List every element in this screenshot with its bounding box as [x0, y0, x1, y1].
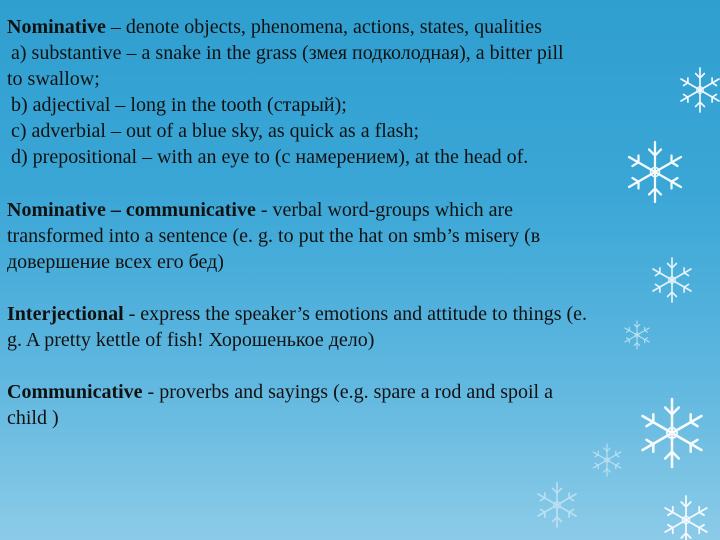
nominative-heading	[7, 14, 697, 40]
nominative-item-a-line1: a) substantive – a snake in the grass (змея подколодная), a bitter pill	[11, 42, 564, 64]
slide-body	[7, 14, 697, 431]
nominative-item-b: b) adjectival – long in the tooth (старый);	[11, 94, 347, 116]
section-spacer	[7, 170, 697, 197]
nominative-item-a-line2: to swallow;	[7, 68, 100, 90]
nominative-definition: – denote objects, phenomena, actions, states, qualities	[105, 16, 542, 38]
nominative-communicative-line1	[7, 197, 697, 223]
interjectional-line2: g. A pretty kettle of fish! Хорошенькое дело)	[7, 329, 375, 351]
nominative-communicative-line3: довершение всех его бед)	[7, 251, 224, 273]
interjectional-section	[7, 301, 697, 353]
section-spacer	[7, 275, 697, 301]
communicative-line2: child )	[7, 407, 59, 429]
interjectional-text1: - express the speaker’s emotions and attitude to things (e.	[123, 303, 588, 325]
nominative-item-d: d) prepositional – with an eye to (с намерением), at the head of.	[11, 146, 529, 168]
communicative-term: Communicative	[7, 381, 143, 403]
nominative-term: Nominative	[7, 16, 106, 38]
communicative-text1: - proverbs and sayings (e.g. spare a rod and spoil a	[142, 381, 553, 403]
nominative-communicative-section	[7, 197, 697, 275]
nominative-section	[7, 14, 697, 170]
nominative-communicative-line2: transformed into a sentence (e. g. to put the hat on smb’s misery (в	[7, 225, 541, 247]
section-spacer	[7, 353, 697, 379]
nominative-item-c: c) adverbial – out of a blue sky, as quick as a flash;	[11, 120, 420, 142]
nominative-communicative-term: Nominative – communicative	[7, 199, 256, 221]
interjectional-line1	[7, 301, 697, 327]
nominative-communicative-text1: - verbal word-groups which are	[255, 199, 513, 221]
interjectional-term: Interjectional	[7, 303, 124, 325]
communicative-section	[7, 379, 697, 431]
communicative-line1	[7, 379, 697, 405]
